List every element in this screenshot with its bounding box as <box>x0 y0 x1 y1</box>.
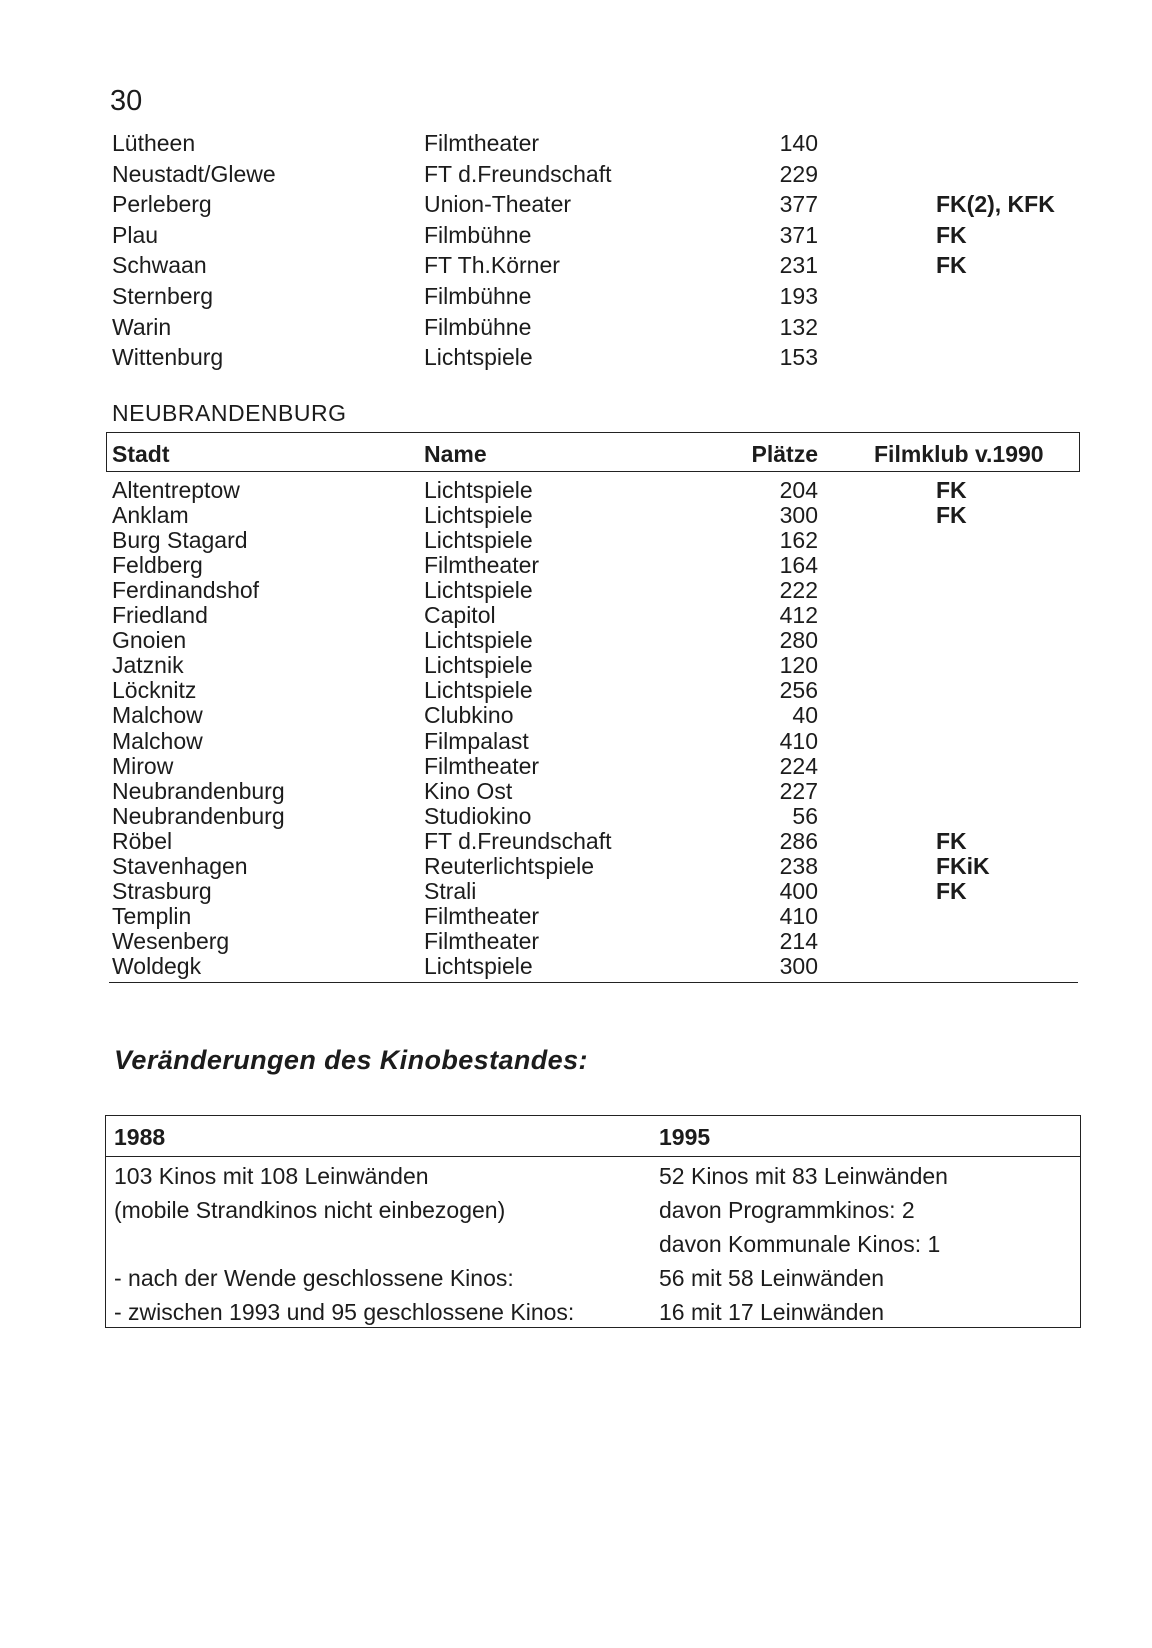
cell-plaetze: 204 <box>779 477 818 503</box>
changes-right-line: davon Kommunale Kinos: 1 <box>659 1231 941 1257</box>
cell-plaetze: 40 <box>792 702 818 729</box>
table-row <box>0 250 1152 280</box>
table-row <box>0 729 1152 754</box>
cell-stadt: Perleberg <box>112 191 212 218</box>
table-row <box>0 528 1152 553</box>
cell-name: Kino Ost <box>424 777 513 804</box>
cell-plaetze: 193 <box>779 283 818 309</box>
cell-stadt: Stavenhagen <box>112 852 248 879</box>
table-row <box>0 478 1152 503</box>
table-row <box>0 678 1152 703</box>
cell-name: Filmtheater <box>424 552 540 579</box>
cell-filmklub: FK <box>936 252 967 279</box>
cell-filmklub: FK <box>936 477 967 503</box>
table-row <box>0 503 1152 528</box>
cell-name: Lichtspiele <box>424 952 533 979</box>
cell-name: Filmtheater <box>424 902 540 929</box>
changes-left-line: 103 Kinos mit 108 Leinwänden <box>114 1163 429 1189</box>
cell-name: Union-Theater <box>424 191 572 218</box>
table-row <box>0 578 1152 603</box>
cell-plaetze: 214 <box>779 927 818 954</box>
table-row <box>0 312 1152 342</box>
cell-filmklub: FK <box>936 877 967 904</box>
cell-plaetze: 410 <box>779 902 818 929</box>
cell-name: Lichtspiele <box>424 577 533 604</box>
cell-name: Lichtspiele <box>424 527 533 554</box>
cell-filmklub: FKiK <box>936 852 990 879</box>
cell-name: Lichtspiele <box>424 502 533 529</box>
cell-filmklub: FK <box>936 502 967 529</box>
cell-name: Clubkino <box>424 702 514 729</box>
cell-plaetze: 222 <box>779 577 818 604</box>
changes-right-line: davon Programmkinos: 2 <box>659 1197 915 1223</box>
table-row <box>0 904 1152 929</box>
cell-filmklub: FK(2), KFK <box>936 191 1055 218</box>
header-stadt: Stadt <box>112 441 170 467</box>
cell-plaetze: 224 <box>779 752 818 779</box>
page-number: 30 <box>110 85 143 117</box>
cell-stadt: Jatznik <box>112 652 184 679</box>
changes-left-line: - zwischen 1993 und 95 geschlossene Kinos: <box>114 1299 575 1325</box>
changes-header-1995: 1995 <box>659 1124 711 1150</box>
table-row <box>0 929 1152 954</box>
table-row <box>0 281 1152 311</box>
cell-stadt: Templin <box>112 902 192 929</box>
table-row <box>0 342 1152 372</box>
table-row <box>0 128 1152 158</box>
cell-plaetze: 229 <box>779 160 818 187</box>
cell-plaetze: 371 <box>779 221 818 248</box>
cell-stadt: Neustadt/Glewe <box>112 160 276 187</box>
cell-plaetze: 164 <box>779 552 818 579</box>
table-row <box>0 603 1152 628</box>
changes-right-line: 56 mit 58 Leinwänden <box>659 1265 885 1291</box>
cell-name: Filmtheater <box>424 927 540 954</box>
cell-stadt: Burg Stagard <box>112 527 248 554</box>
cell-plaetze: 412 <box>779 602 818 629</box>
cell-plaetze: 410 <box>779 727 818 754</box>
cell-stadt: Plau <box>112 221 159 248</box>
changes-header-1988: 1988 <box>114 1124 166 1150</box>
changes-right-line: 52 Kinos mit 83 Leinwänden <box>659 1163 948 1189</box>
cell-filmklub: FK <box>936 221 967 248</box>
table-row <box>0 653 1152 678</box>
cell-plaetze: 400 <box>779 877 818 904</box>
cell-stadt: Malchow <box>112 702 203 729</box>
cell-plaetze: 280 <box>779 627 818 654</box>
table-row <box>0 754 1152 779</box>
cell-stadt: Neubrandenburg <box>112 802 285 829</box>
table-row <box>0 159 1152 189</box>
table-row <box>0 553 1152 578</box>
cell-plaetze: 132 <box>779 313 818 340</box>
cell-plaetze: 286 <box>779 827 818 854</box>
cell-stadt: Neubrandenburg <box>112 777 285 804</box>
cell-plaetze: 238 <box>779 852 818 879</box>
cell-name: Studiokino <box>424 802 532 829</box>
cell-stadt: Woldegk <box>112 952 202 979</box>
cell-stadt: Strasburg <box>112 877 212 904</box>
changes-heading: Veränderungen des Kinobestandes: <box>114 1045 588 1075</box>
cell-stadt: Löcknitz <box>112 677 197 704</box>
cell-name: Filmtheater <box>424 752 540 779</box>
cell-name: Capitol <box>424 602 496 629</box>
header-plaetze: Plätze <box>751 441 818 467</box>
table-row <box>0 220 1152 250</box>
cell-plaetze: 256 <box>779 677 818 704</box>
cell-plaetze: 140 <box>779 130 818 156</box>
cell-stadt: Röbel <box>112 827 173 854</box>
table-row <box>0 879 1152 904</box>
cell-plaetze: 162 <box>779 527 818 554</box>
cell-stadt: Wittenburg <box>112 344 224 371</box>
cell-plaetze: 300 <box>779 502 818 529</box>
cell-name: Strali <box>424 877 477 904</box>
table-row <box>0 779 1152 804</box>
table-row <box>0 954 1152 979</box>
table-row <box>0 189 1152 219</box>
cell-stadt: Malchow <box>112 727 203 754</box>
cell-name: Filmbühne <box>424 313 532 340</box>
cell-name: FT d.Freundschaft <box>424 160 612 187</box>
cell-name: Lichtspiele <box>424 627 533 654</box>
cell-plaetze: 56 <box>792 802 818 829</box>
table-row <box>0 854 1152 879</box>
cell-name: Reuterlichtspiele <box>424 852 595 879</box>
changes-header-rule <box>106 1156 1080 1157</box>
cell-name: FT Th.Körner <box>424 252 560 279</box>
table-bottom-rule <box>109 982 1078 983</box>
cell-name: Filmbühne <box>424 221 532 248</box>
table-row <box>0 829 1152 854</box>
cell-stadt: Friedland <box>112 602 208 629</box>
cell-name: Lichtspiele <box>424 677 533 704</box>
cell-plaetze: 153 <box>779 344 818 371</box>
cell-name: Filmbühne <box>424 283 532 309</box>
changes-table <box>105 1115 1081 1328</box>
cell-stadt: Altentreptow <box>112 477 240 503</box>
cell-stadt: Mirow <box>112 752 174 779</box>
section-title: NEUBRANDENBURG <box>112 400 347 426</box>
cell-filmklub: FK <box>936 827 967 854</box>
table-row <box>0 703 1152 728</box>
cell-name: Filmtheater <box>424 130 540 156</box>
cell-stadt: Schwaan <box>112 252 207 279</box>
cell-name: Filmpalast <box>424 727 529 754</box>
cell-name: Lichtspiele <box>424 652 533 679</box>
cell-stadt: Sternberg <box>112 283 214 309</box>
cell-name: Lichtspiele <box>424 477 533 503</box>
cell-stadt: Gnoien <box>112 627 187 654</box>
changes-left-line: - nach der Wende geschlossene Kinos: <box>114 1265 514 1291</box>
cell-plaetze: 120 <box>779 652 818 679</box>
cell-plaetze: 231 <box>779 252 818 279</box>
table-row <box>0 628 1152 653</box>
cell-plaetze: 377 <box>779 191 818 218</box>
cell-stadt: Wesenberg <box>112 927 230 954</box>
cell-stadt: Warin <box>112 313 172 340</box>
changes-right-line: 16 mit 17 Leinwänden <box>659 1299 885 1325</box>
changes-left-line: (mobile Strandkinos nicht einbezogen) <box>114 1197 506 1223</box>
table-row <box>0 804 1152 829</box>
header-name: Name <box>424 441 487 467</box>
cell-name: FT d.Freundschaft <box>424 827 612 854</box>
header-filmklub: Filmklub v.1990 <box>874 441 1044 467</box>
cell-plaetze: 227 <box>779 777 818 804</box>
cell-stadt: Ferdinandshof <box>112 577 260 604</box>
cell-stadt: Feldberg <box>112 552 203 579</box>
cell-stadt: Lütheen <box>112 130 196 156</box>
cell-name: Lichtspiele <box>424 344 533 371</box>
cell-plaetze: 300 <box>779 952 818 979</box>
cell-stadt: Anklam <box>112 502 189 529</box>
